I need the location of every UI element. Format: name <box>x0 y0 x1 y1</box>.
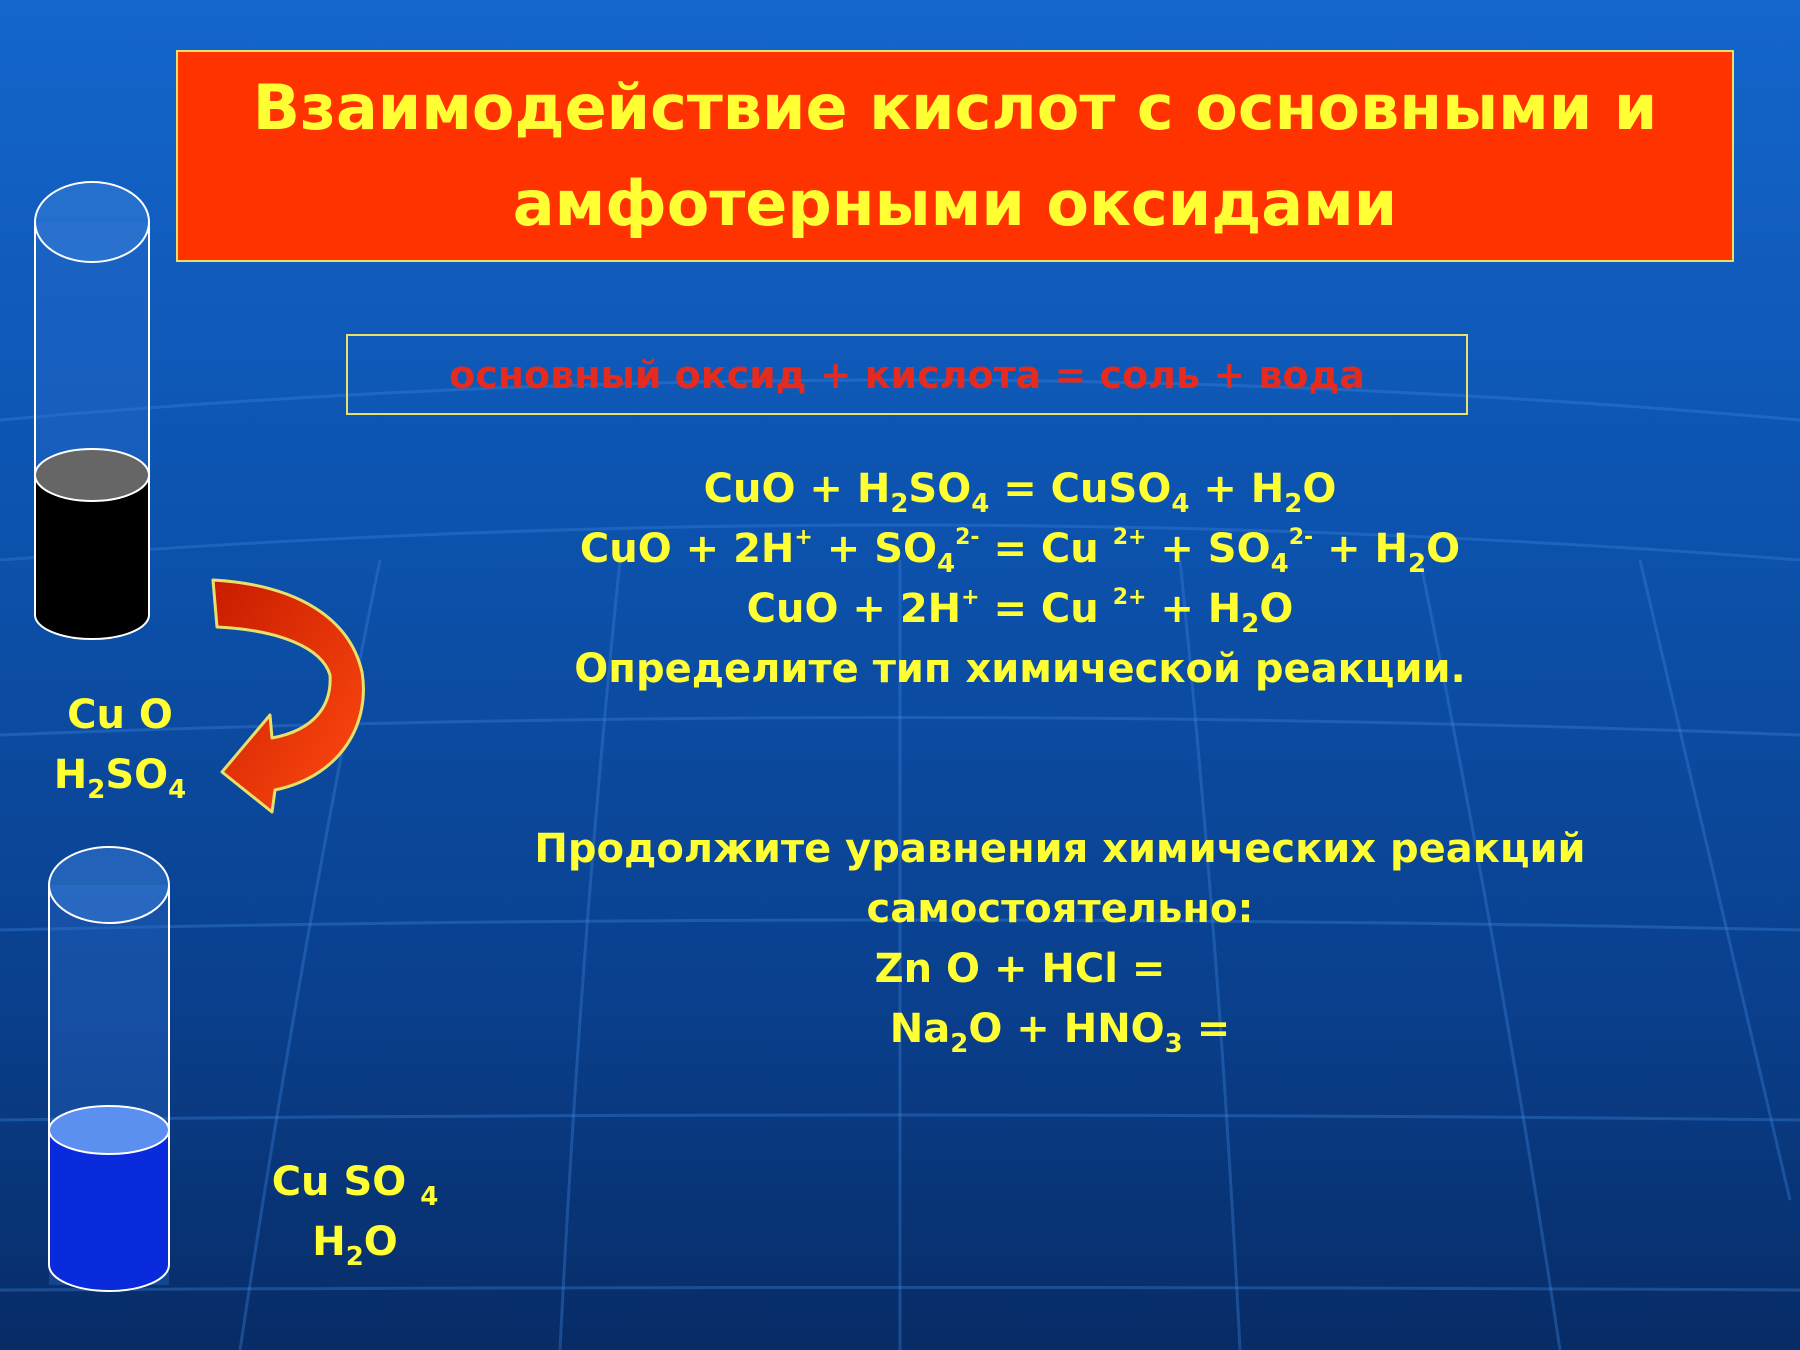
curved-arrow-icon <box>213 580 363 812</box>
reactants-label: Cu O $H_2SO_4$ <box>53 692 187 805</box>
equation-molecular: CuO + $H_2SO_4$ = CuSO$_4$ + $H_2O$ <box>703 466 1337 519</box>
task-line-2: самостоятельно: <box>866 886 1254 932</box>
task-equation-zno: Zn O + HCl = <box>874 946 1166 992</box>
question-text: Определите тип химической реакции. <box>574 646 1466 692</box>
task-equation-na2o: $Na_2O + HNO_3$ = <box>889 1006 1231 1059</box>
equation-short-ionic: CuO + 2H+ = Cu $^{2+} + H_2O$ <box>746 585 1294 639</box>
task-line-1: Продолжите уравнения химических реакций <box>534 826 1586 872</box>
title-line-2: амфотерными оксидами <box>512 167 1398 240</box>
test-tube-cuo-icon <box>35 182 149 639</box>
rule-text: основный оксид + кислота = соль + вода <box>449 352 1365 397</box>
equation-full-ionic: CuO + $2H^+ + SO_4^{2-} = Cu$ $^{2+} + SO_4^{2-} + H_2O$ <box>579 525 1461 579</box>
products-label: Cu SO $_4$ $H_2O$ <box>271 1159 439 1272</box>
test-tube-cuso4-icon <box>49 847 169 1291</box>
title-line-1: Взаимодействие кислот с основными и <box>252 71 1658 144</box>
